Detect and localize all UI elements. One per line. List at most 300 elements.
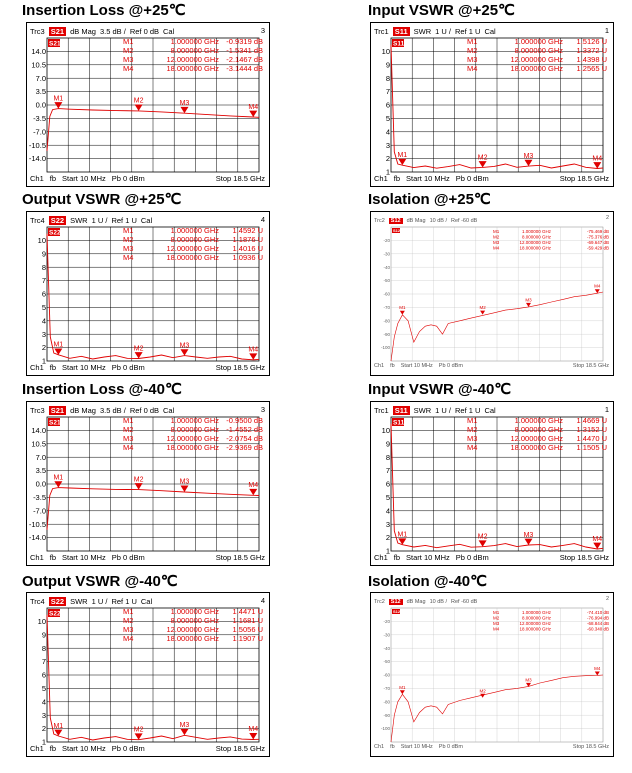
marker-readout-name: M2	[123, 616, 134, 625]
marker-readout-value: 1.4470 U	[576, 434, 607, 443]
y-tick-label: -60	[383, 291, 390, 297]
y-tick-label: 3	[41, 710, 46, 720]
y-tick-label: 3	[385, 519, 390, 529]
y-tick-label: 10	[37, 236, 46, 246]
plot-area	[27, 23, 269, 186]
channel-fb: fb	[49, 363, 57, 372]
trace-format: SWR	[70, 597, 88, 606]
trace-cal: Cal	[163, 27, 175, 36]
marker-readout-name: M4	[467, 443, 478, 452]
marker-label: M2	[133, 726, 144, 734]
vna-panel-vin40	[370, 401, 614, 566]
y-tick-label: 1	[41, 356, 46, 366]
marker-readout-value: 1.0936 U	[232, 253, 263, 262]
marker-readout-value: -1.5341 dB	[226, 46, 263, 55]
trace-param-badge: S11	[394, 27, 408, 36]
marker-readout-freq: 12.000000 GHz	[510, 434, 563, 443]
marker-readout-name: M2	[467, 425, 478, 434]
marker-triangle	[249, 733, 257, 739]
vna-panel-il40	[26, 401, 270, 566]
marker-readout-name: M1	[493, 610, 500, 615]
y-tick-label: -70	[383, 685, 390, 691]
marker-readout-freq: 8.000000 GHz	[170, 235, 219, 244]
source-power: Pb 0 dBm	[111, 363, 145, 372]
channel-id: Ch1	[30, 363, 44, 372]
chart-title-vin40: Input VSWR @-40℃	[368, 381, 512, 398]
trace-cal: Cal	[484, 27, 496, 36]
trace-cal: Cal	[163, 406, 175, 415]
y-tick-label: 10	[381, 426, 390, 436]
marker-readout-freq: 12.000000 GHz	[166, 244, 219, 253]
y-tick-label: 5	[41, 684, 46, 694]
marker-triangle	[526, 683, 531, 687]
marker-triangle	[135, 104, 143, 110]
marker-label: M3	[525, 297, 532, 303]
plot-area	[371, 593, 613, 756]
marker-triangle	[135, 483, 143, 489]
marker-readout-freq: 18.000000 GHz	[166, 443, 219, 452]
marker-label: M4	[592, 535, 603, 543]
y-tick-label: 8	[385, 452, 390, 462]
vna-panel-vout25	[26, 211, 270, 376]
marker-label: M2	[133, 97, 144, 105]
marker-readout-value: 1.3152 U	[576, 425, 607, 434]
sweep-stop: Stop 18.5 GHz	[215, 174, 265, 183]
marker-triangle	[524, 160, 532, 166]
y-tick-label: 6	[385, 479, 390, 489]
vna-panel-iso25	[370, 211, 614, 376]
marker-readout-name: M2	[123, 46, 134, 55]
y-tick-label: 6	[41, 670, 46, 680]
marker-readout-freq: 12.000000 GHz	[519, 621, 551, 626]
marker-readout-name: M1	[493, 229, 500, 234]
marker-readout-freq: 12.000000 GHz	[510, 55, 563, 64]
sweep-start: Start 10 MHz	[406, 553, 450, 562]
marker-readout-name: M3	[123, 434, 134, 443]
y-tick-label: -40	[383, 645, 390, 651]
sweep-stop: Stop 18.5 GHz	[215, 363, 265, 372]
marker-readout-value: 1.5056 U	[232, 625, 263, 634]
marker-readout-value: 1.4016 U	[232, 244, 263, 253]
marker-readout-name: M2	[493, 234, 500, 240]
marker-triangle	[524, 539, 532, 545]
sweep-stop: Stop 18.5 GHz	[215, 553, 265, 562]
chart-title-iso25: Isolation @+25℃	[368, 191, 491, 208]
y-tick-label: 9	[41, 630, 46, 640]
vna-panel-vout40	[26, 592, 270, 757]
source-power: Pb 0 dBm	[111, 553, 145, 562]
marker-readout-value: -1.4552 dB	[226, 425, 263, 434]
marker-readout-freq: 1.000000 GHz	[170, 607, 219, 616]
marker-label: M3	[179, 100, 190, 108]
marker-readout-freq: 12.000000 GHz	[519, 240, 551, 245]
trace-ref: Ref -60 dB	[451, 598, 478, 605]
marker-readout-name: M3	[493, 621, 500, 626]
sweep-stop: Stop 18.5 GHz	[559, 553, 609, 562]
y-tick-label: -80	[383, 318, 390, 324]
channel-fb: fb	[49, 174, 57, 183]
channel-id: Ch1	[30, 553, 44, 562]
marker-label: M4	[594, 283, 601, 289]
marker-readout-name: M1	[467, 37, 478, 46]
marker-label: M1	[53, 341, 64, 349]
marker-readout-freq: 18.000000 GHz	[166, 64, 219, 73]
marker-readout-name: M4	[493, 245, 500, 251]
marker-readout-name: M4	[493, 626, 500, 632]
y-tick-label: 7.0	[35, 73, 46, 83]
chart-title-il40: Insertion Loss @-40℃	[22, 381, 182, 398]
y-tick-label: 2	[385, 533, 390, 543]
y-tick-label: 7.0	[35, 452, 46, 462]
trace-id: Trc4	[30, 597, 45, 606]
marker-readout-value: -75.469 dB	[586, 229, 609, 234]
marker-readout-freq: 1.000000 GHz	[514, 37, 563, 46]
channel-id: Ch1	[374, 553, 388, 562]
marker-readout-freq: 12.000000 GHz	[166, 434, 219, 443]
marker-label: M4	[248, 726, 259, 734]
marker-triangle	[479, 540, 487, 546]
marker-readout-value: 1.4669 U	[576, 416, 607, 425]
chart-title-iso40: Isolation @-40℃	[368, 573, 487, 590]
marker-readout-value: -2.0754 dB	[226, 434, 263, 443]
trace-ref: Ref 0 dB	[129, 406, 159, 415]
chart-title-il25: Insertion Loss @+25℃	[22, 2, 186, 19]
marker-label: M3	[523, 531, 534, 539]
trace-ref: Ref 1 U	[111, 216, 137, 225]
chart-title-vout40: Output VSWR @-40℃	[22, 573, 178, 590]
marker-readout-value: 1.3372 U	[576, 46, 607, 55]
y-tick-label: 3.5	[35, 466, 46, 476]
y-tick-label: -70	[383, 304, 390, 310]
trace-format: SWR	[413, 406, 432, 415]
channel-id: Ch1	[30, 744, 44, 753]
marker-label: M1	[399, 684, 406, 690]
y-tick-label: -90	[383, 712, 390, 718]
y-tick-label: -10.5	[28, 140, 46, 150]
channel-id: Ch1	[374, 363, 385, 369]
marker-label: M1	[399, 305, 406, 311]
channel-fb: fb	[49, 744, 57, 753]
marker-readout-freq: 8.000000 GHz	[170, 46, 219, 55]
source-power: Pb 0 dBm	[438, 363, 463, 369]
marker-readout-value: -74.410 dB	[586, 610, 609, 615]
ref-marker-label: S11	[393, 40, 405, 48]
ref-marker-label: S22	[49, 229, 61, 237]
y-tick-label: 7	[41, 657, 46, 667]
marker-triangle	[479, 161, 487, 167]
y-tick-label: -3.5	[33, 493, 46, 503]
channel-fb: fb	[393, 174, 401, 183]
marker-triangle	[400, 690, 405, 694]
trace-id: Trc1	[374, 406, 389, 415]
y-tick-label: -40	[383, 264, 390, 270]
marker-triangle	[180, 729, 188, 735]
y-tick-label: 10	[37, 617, 46, 627]
ref-marker-label: S21	[49, 419, 61, 427]
sweep-start: Start 10 MHz	[62, 363, 106, 372]
y-tick-label: 1	[41, 737, 46, 747]
y-tick-label: 10.5	[31, 60, 46, 70]
marker-label: M3	[179, 478, 190, 486]
sweep-start: Start 10 MHz	[400, 363, 433, 369]
trace-param-badge: S22	[50, 216, 65, 225]
trace-scale: 10 dB /	[429, 217, 447, 224]
y-tick-label: -7.0	[33, 127, 46, 137]
trace-format: dB Mag	[70, 406, 96, 415]
marker-readout-value: 1.1681 U	[232, 616, 263, 625]
marker-triangle	[180, 349, 188, 355]
marker-triangle	[54, 102, 62, 108]
marker-readout-name: M3	[123, 55, 134, 64]
trace-scale: 1 U /	[91, 597, 108, 606]
y-tick-label: 9	[41, 249, 46, 259]
marker-triangle	[180, 107, 188, 113]
marker-readout-name: M3	[123, 244, 134, 253]
marker-label: M1	[397, 531, 408, 539]
marker-readout-value: 1.1505 U	[576, 443, 607, 452]
marker-readout-name: M2	[123, 425, 134, 434]
y-tick-label: 3	[41, 329, 46, 339]
marker-readout-name: M4	[123, 634, 134, 643]
channel-fb: fb	[393, 553, 401, 562]
marker-readout-name: M2	[123, 235, 134, 244]
marker-readout-freq: 12.000000 GHz	[166, 55, 219, 64]
y-tick-label: -7.0	[33, 506, 46, 516]
marker-readout-value: -3.1444 dB	[226, 64, 263, 73]
marker-label: M3	[179, 342, 190, 350]
source-power: Pb 0 dBm	[455, 174, 489, 183]
marker-readout-value: -68.844 dB	[586, 621, 609, 626]
trace-number: 1	[604, 26, 609, 35]
source-power: Pb 0 dBm	[455, 553, 489, 562]
marker-readout-freq: 18.000000 GHz	[519, 626, 551, 632]
y-tick-label: -10.5	[28, 519, 46, 529]
y-tick-label: -90	[383, 331, 390, 337]
trace-number: 2	[605, 215, 609, 221]
marker-triangle	[249, 353, 257, 359]
trace-param-badge: S11	[394, 406, 408, 415]
y-tick-label: 4	[385, 127, 390, 137]
marker-label: M4	[248, 346, 259, 354]
marker-triangle	[135, 733, 143, 739]
marker-readout-freq: 8.000000 GHz	[514, 46, 563, 55]
y-tick-label: 3	[385, 140, 390, 150]
plot-area	[371, 402, 613, 565]
trace-id: Trc4	[30, 216, 45, 225]
sweep-start: Start 10 MHz	[62, 744, 106, 753]
y-tick-label: 1	[385, 546, 390, 556]
ref-marker-label: S21	[49, 40, 61, 48]
trace-format: dB Mag	[70, 27, 96, 36]
marker-readout-freq: 18.000000 GHz	[510, 64, 563, 73]
trace-cal: Cal	[484, 406, 496, 415]
y-tick-label: 14.0	[31, 47, 46, 57]
y-tick-label: 8	[41, 643, 46, 653]
channel-id: Ch1	[30, 174, 44, 183]
y-tick-label: 14.0	[31, 426, 46, 436]
chart-title-vin25: Input VSWR @+25℃	[368, 2, 515, 19]
marker-readout-freq: 18.000000 GHz	[519, 245, 551, 251]
y-tick-label: 6	[41, 289, 46, 299]
trace-id: Trc3	[30, 406, 45, 415]
marker-readout-freq: 1.000000 GHz	[521, 229, 551, 234]
marker-readout-value: -69.647 dB	[586, 240, 609, 245]
y-tick-label: -100	[380, 726, 390, 732]
marker-label: M4	[248, 482, 259, 490]
trace-cal: Cal	[140, 216, 153, 225]
y-tick-label: 10	[381, 47, 390, 57]
trace-scale: 3.5 dB /	[99, 406, 126, 415]
marker-label: M1	[53, 95, 64, 103]
marker-readout-value: 1.5126 U	[576, 37, 607, 46]
marker-triangle	[400, 311, 405, 315]
trace-number: 4	[260, 215, 265, 224]
trace-scale: 1 U /	[435, 27, 452, 36]
trace-scale: 1 U /	[91, 216, 108, 225]
y-tick-label: 5	[385, 114, 390, 124]
y-tick-label: 10.5	[31, 439, 46, 449]
marker-label: M3	[523, 152, 534, 160]
y-tick-label: 1	[385, 167, 390, 177]
marker-triangle	[249, 489, 257, 495]
plot-area	[27, 402, 269, 565]
marker-readout-name: M1	[123, 607, 134, 616]
channel-id: Ch1	[374, 174, 388, 183]
trace-param-badge: S12	[390, 598, 401, 605]
marker-readout-value: -59.429 dB	[586, 245, 609, 251]
trace-id: Trc2	[374, 598, 385, 605]
vna-panel-iso40	[370, 592, 614, 757]
marker-readout-freq: 12.000000 GHz	[166, 625, 219, 634]
y-tick-label: 4	[41, 697, 46, 707]
y-tick-label: 7	[385, 87, 390, 97]
marker-triangle	[593, 162, 601, 168]
marker-readout-value: 1.1907 U	[232, 634, 263, 643]
y-tick-label: 8	[41, 262, 46, 272]
trace-ref: Ref -60 dB	[451, 217, 478, 224]
marker-readout-name: M3	[467, 434, 478, 443]
trace-cal: Cal	[140, 597, 153, 606]
marker-readout-freq: 8.000000 GHz	[514, 425, 563, 434]
ref-marker-label: S11	[393, 419, 405, 427]
marker-readout-value: -2.9369 dB	[226, 443, 263, 452]
marker-label: M2	[479, 688, 486, 694]
marker-label: M3	[525, 677, 532, 683]
marker-readout-name: M1	[123, 226, 134, 235]
marker-readout-freq: 18.000000 GHz	[510, 443, 563, 452]
marker-readout-value: 1.4471 U	[232, 607, 263, 616]
y-tick-label: 9	[385, 60, 390, 70]
marker-readout-freq: 8.000000 GHz	[170, 425, 219, 434]
trace-format: SWR	[70, 216, 88, 225]
trace-scale: 10 dB /	[429, 598, 447, 605]
y-tick-label: 5	[41, 303, 46, 313]
y-tick-label: 2	[41, 724, 46, 734]
marker-readout-value: -0.9500 dB	[226, 416, 263, 425]
plot-area	[371, 23, 613, 186]
marker-readout-freq: 1.000000 GHz	[170, 226, 219, 235]
marker-readout-freq: 8.000000 GHz	[521, 615, 551, 621]
marker-readout-name: M1	[123, 37, 134, 46]
marker-triangle	[480, 311, 485, 315]
trace-ref: Ref 0 dB	[129, 27, 159, 36]
marker-label: M2	[477, 154, 488, 162]
trace-number: 4	[260, 596, 265, 605]
marker-label: M2	[133, 345, 144, 353]
ref-marker-label: S22	[49, 610, 61, 618]
marker-label: M4	[594, 665, 601, 671]
marker-triangle	[135, 352, 143, 358]
marker-label: M4	[248, 103, 259, 111]
y-tick-label: -30	[383, 632, 390, 638]
marker-triangle	[249, 111, 257, 117]
source-power: Pb 0 dBm	[111, 744, 145, 753]
marker-readout-name: M4	[123, 253, 134, 262]
marker-triangle	[180, 486, 188, 492]
trace-ref: Ref 1 U	[455, 406, 481, 415]
trace-scale: 3.5 dB /	[99, 27, 126, 36]
trace-ref: Ref 1 U	[111, 597, 137, 606]
trace-scale: 1 U /	[435, 406, 452, 415]
marker-readout-name: M4	[123, 443, 134, 452]
marker-readout-value: -0.9319 dB	[226, 37, 263, 46]
marker-readout-name: M1	[467, 416, 478, 425]
marker-readout-name: M4	[123, 64, 134, 73]
y-tick-label: -100	[380, 345, 390, 351]
plot-area	[27, 593, 269, 756]
sweep-start: Start 10 MHz	[62, 174, 106, 183]
y-tick-label: -30	[383, 251, 390, 257]
marker-readout-value: -2.1467 dB	[226, 55, 263, 64]
marker-readout-value: 1.2565 U	[576, 64, 607, 73]
trace-number: 1	[604, 405, 609, 414]
marker-readout-name: M2	[467, 46, 478, 55]
sweep-stop: Stop 18.5 GHz	[559, 174, 609, 183]
sweep-stop: Stop 18.5 GHz	[572, 744, 609, 750]
y-tick-label: -60	[383, 672, 390, 678]
marker-readout-name: M4	[467, 64, 478, 73]
ref-marker-label: S12	[393, 608, 401, 614]
marker-readout-freq: 1.000000 GHz	[514, 416, 563, 425]
marker-readout-freq: 1.000000 GHz	[170, 37, 219, 46]
marker-label: M2	[479, 305, 486, 311]
channel-fb: fb	[390, 363, 395, 369]
marker-readout-freq: 1.000000 GHz	[521, 610, 551, 615]
source-power: Pb 0 dBm	[111, 174, 145, 183]
marker-readout-name: M3	[123, 625, 134, 634]
trace-number: 3	[260, 405, 265, 414]
sweep-start: Start 10 MHz	[406, 174, 450, 183]
marker-readout-value: -75.376 dB	[586, 234, 609, 240]
trace-id: Trc1	[374, 27, 389, 36]
trace-param-badge: S22	[50, 597, 65, 606]
y-tick-label: 9	[385, 439, 390, 449]
y-tick-label: 2	[41, 343, 46, 353]
y-tick-label: -14.0	[28, 533, 46, 543]
marker-readout-freq: 8.000000 GHz	[170, 616, 219, 625]
sweep-stop: Stop 18.5 GHz	[572, 363, 609, 369]
source-power: Pb 0 dBm	[438, 744, 463, 750]
sweep-stop: Stop 18.5 GHz	[215, 744, 265, 753]
marker-label: M3	[179, 722, 190, 730]
ref-marker-label: S12	[393, 227, 401, 233]
trace-format: SWR	[413, 27, 432, 36]
trace-param-badge: S21	[50, 27, 65, 36]
y-tick-label: -20	[383, 237, 390, 243]
marker-readout-name: M1	[123, 416, 134, 425]
marker-readout-freq: 8.000000 GHz	[521, 234, 551, 240]
trace-param-badge: S12	[390, 217, 401, 224]
